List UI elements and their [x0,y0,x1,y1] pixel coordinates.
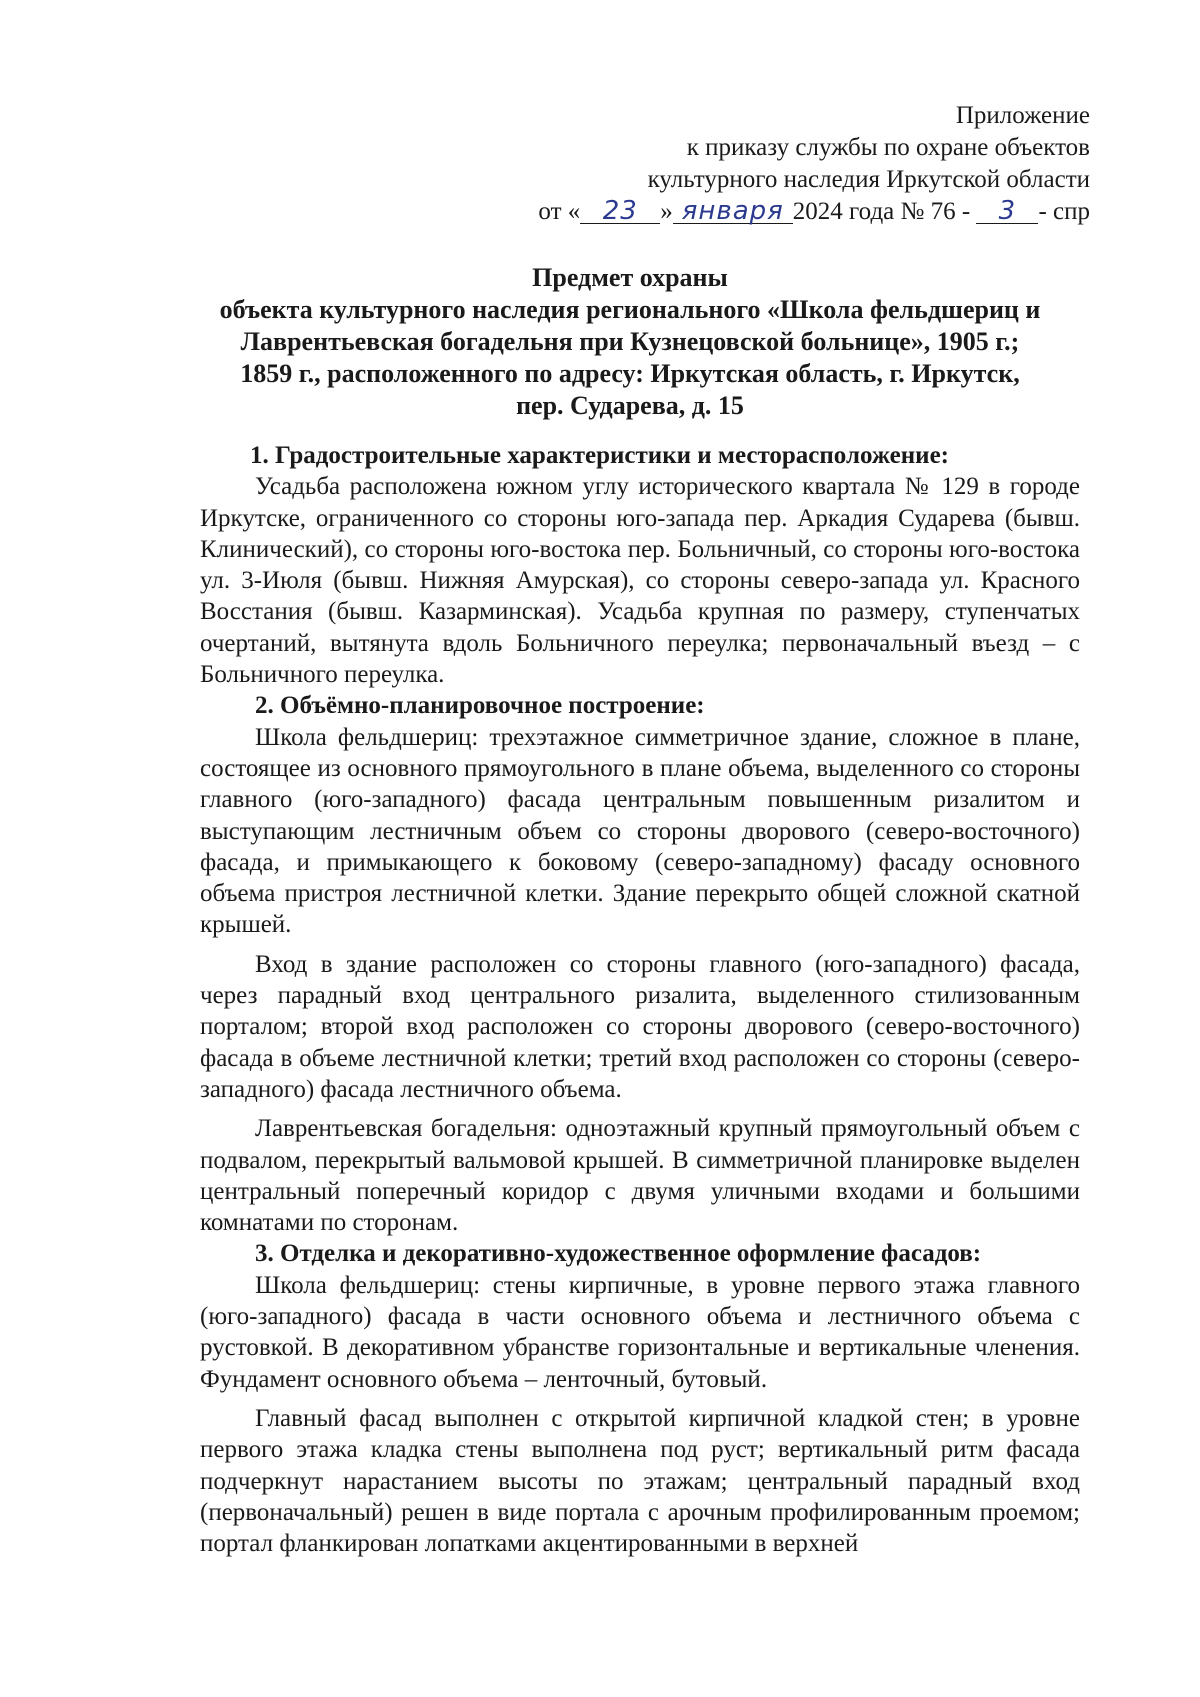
section-1-heading: 1. Градостроительные характеристики и месторасположение: [250,442,949,469]
section-2-paragraph-1: Школа фельдшериц: трехэтажное симметричное здание, сложное в плане, состоящее из основного прямоугольного в плане объема, выделенного со стороны главного (юго-западного) фасада центральным повышенным ризалитом и выступающим лестничным объем со стороны дворового (северо-восточного) фасада, и примыкающего к боковому (северо-западному) фасаду основного объема пристроя лестничной клетки. Здание перекрыто общей сложной скатной крышей. [200,723,1080,939]
section-1-paragraph-1: Усадьба расположена южном углу исторического квартала № 129 в городе Иркутске, ограниченного со стороны юго-запада пер. Аркадия Сударева (бывш. Клинический), со стороны юго-востока пер. Больничный, со стороны юго-востока ул. 3-Июля (бывш. Нижняя Амурская), со стороны северо-запада ул. Красного Восстания (бывш. Казарминская). Усадьба крупная по размеру, ступенчатых очертаний, вытянута вдоль Больничного переулка; первоначальный въезд – с Больничного переулка. [200,473,1080,689]
annex-title: Приложение [955,102,1090,129]
annex-authority: культурного наследия Иркутской области [647,166,1090,193]
annex-date-line [538,196,1090,228]
annex-year-number: 2024 года № 76 - [792,198,971,225]
annex-order-ref: к приказу службы по охране объектов [686,134,1090,161]
section-2-paragraph-2: Вход в здание расположен со стороны главного (юго-западного) фасада, через парадный вход центрального ризалита, выделенного стилизованным порталом; второй вход расположен со стороны дворового (северо-восточного) фасада в объеме лестничной клетки; третий вход расположен со стороны (северо-западного) фасада лестничного объема. [200,950,1080,1103]
section-3-paragraph-1: Школа фельдшериц: стены кирпичные, в уровне первого этажа главного (юго-западного) фасада в части основного объема и лестничного объема с рустовкой. В декоративном убранстве горизонтальные и вертикальные членения. Фундамент основного объема – ленточный, бутовый. [200,1271,1080,1393]
title-line-2: объекта культурного наследия регионального «Школа фельдшериц и [219,295,1041,324]
document-title [180,262,1080,422]
title-line-3: Лаврентьевская богадельня при Кузнецовской больнице», 1905 г.; [240,327,1020,356]
handwritten-month: января [673,199,793,224]
document-body [200,440,1080,1559]
title-line-4: 1859 г., расположенного по адресу: Иркутская область, г. Иркутск, [240,359,1020,388]
annex-close-quote: » [660,198,673,225]
section-2-heading: 2. Объёмно-планировочное построение: [255,692,705,720]
handwritten-day: 23 [580,199,660,224]
annex-block [538,100,1090,228]
title-line-5: пер. Сударева, д. 15 [516,391,744,420]
handwritten-number: 3 [976,199,1038,224]
section-3-paragraph-2: Главный фасад выполнен с открытой кирпичной кладкой стен; в уровне первого этажа кладка стены выполнена под руст; вертикальный ритм фасада подчеркнут нарастанием высоты по этажам; центральный парадный вход (первоначальный) решен в виде портала с арочным профилированным проемом; портал фланкирован лопатками акцентированными в верхней [200,1404,1080,1558]
annex-from: от « [538,198,581,225]
section-3-heading: 3. Отделка и декоративно-художественное оформление фасадов: [255,1240,982,1268]
title-line-1: Предмет охраны [532,263,728,292]
annex-suffix: - спр [1038,198,1090,225]
section-2-paragraph-3: Лаврентьевская богадельня: одноэтажный крупный прямоугольный объем с подвалом, перекрытый вальмовой крышей. В симметричной планировке выделен центральный поперечный коридор с двумя уличными входами и большими комнатами по сторонам. [200,1115,1080,1237]
